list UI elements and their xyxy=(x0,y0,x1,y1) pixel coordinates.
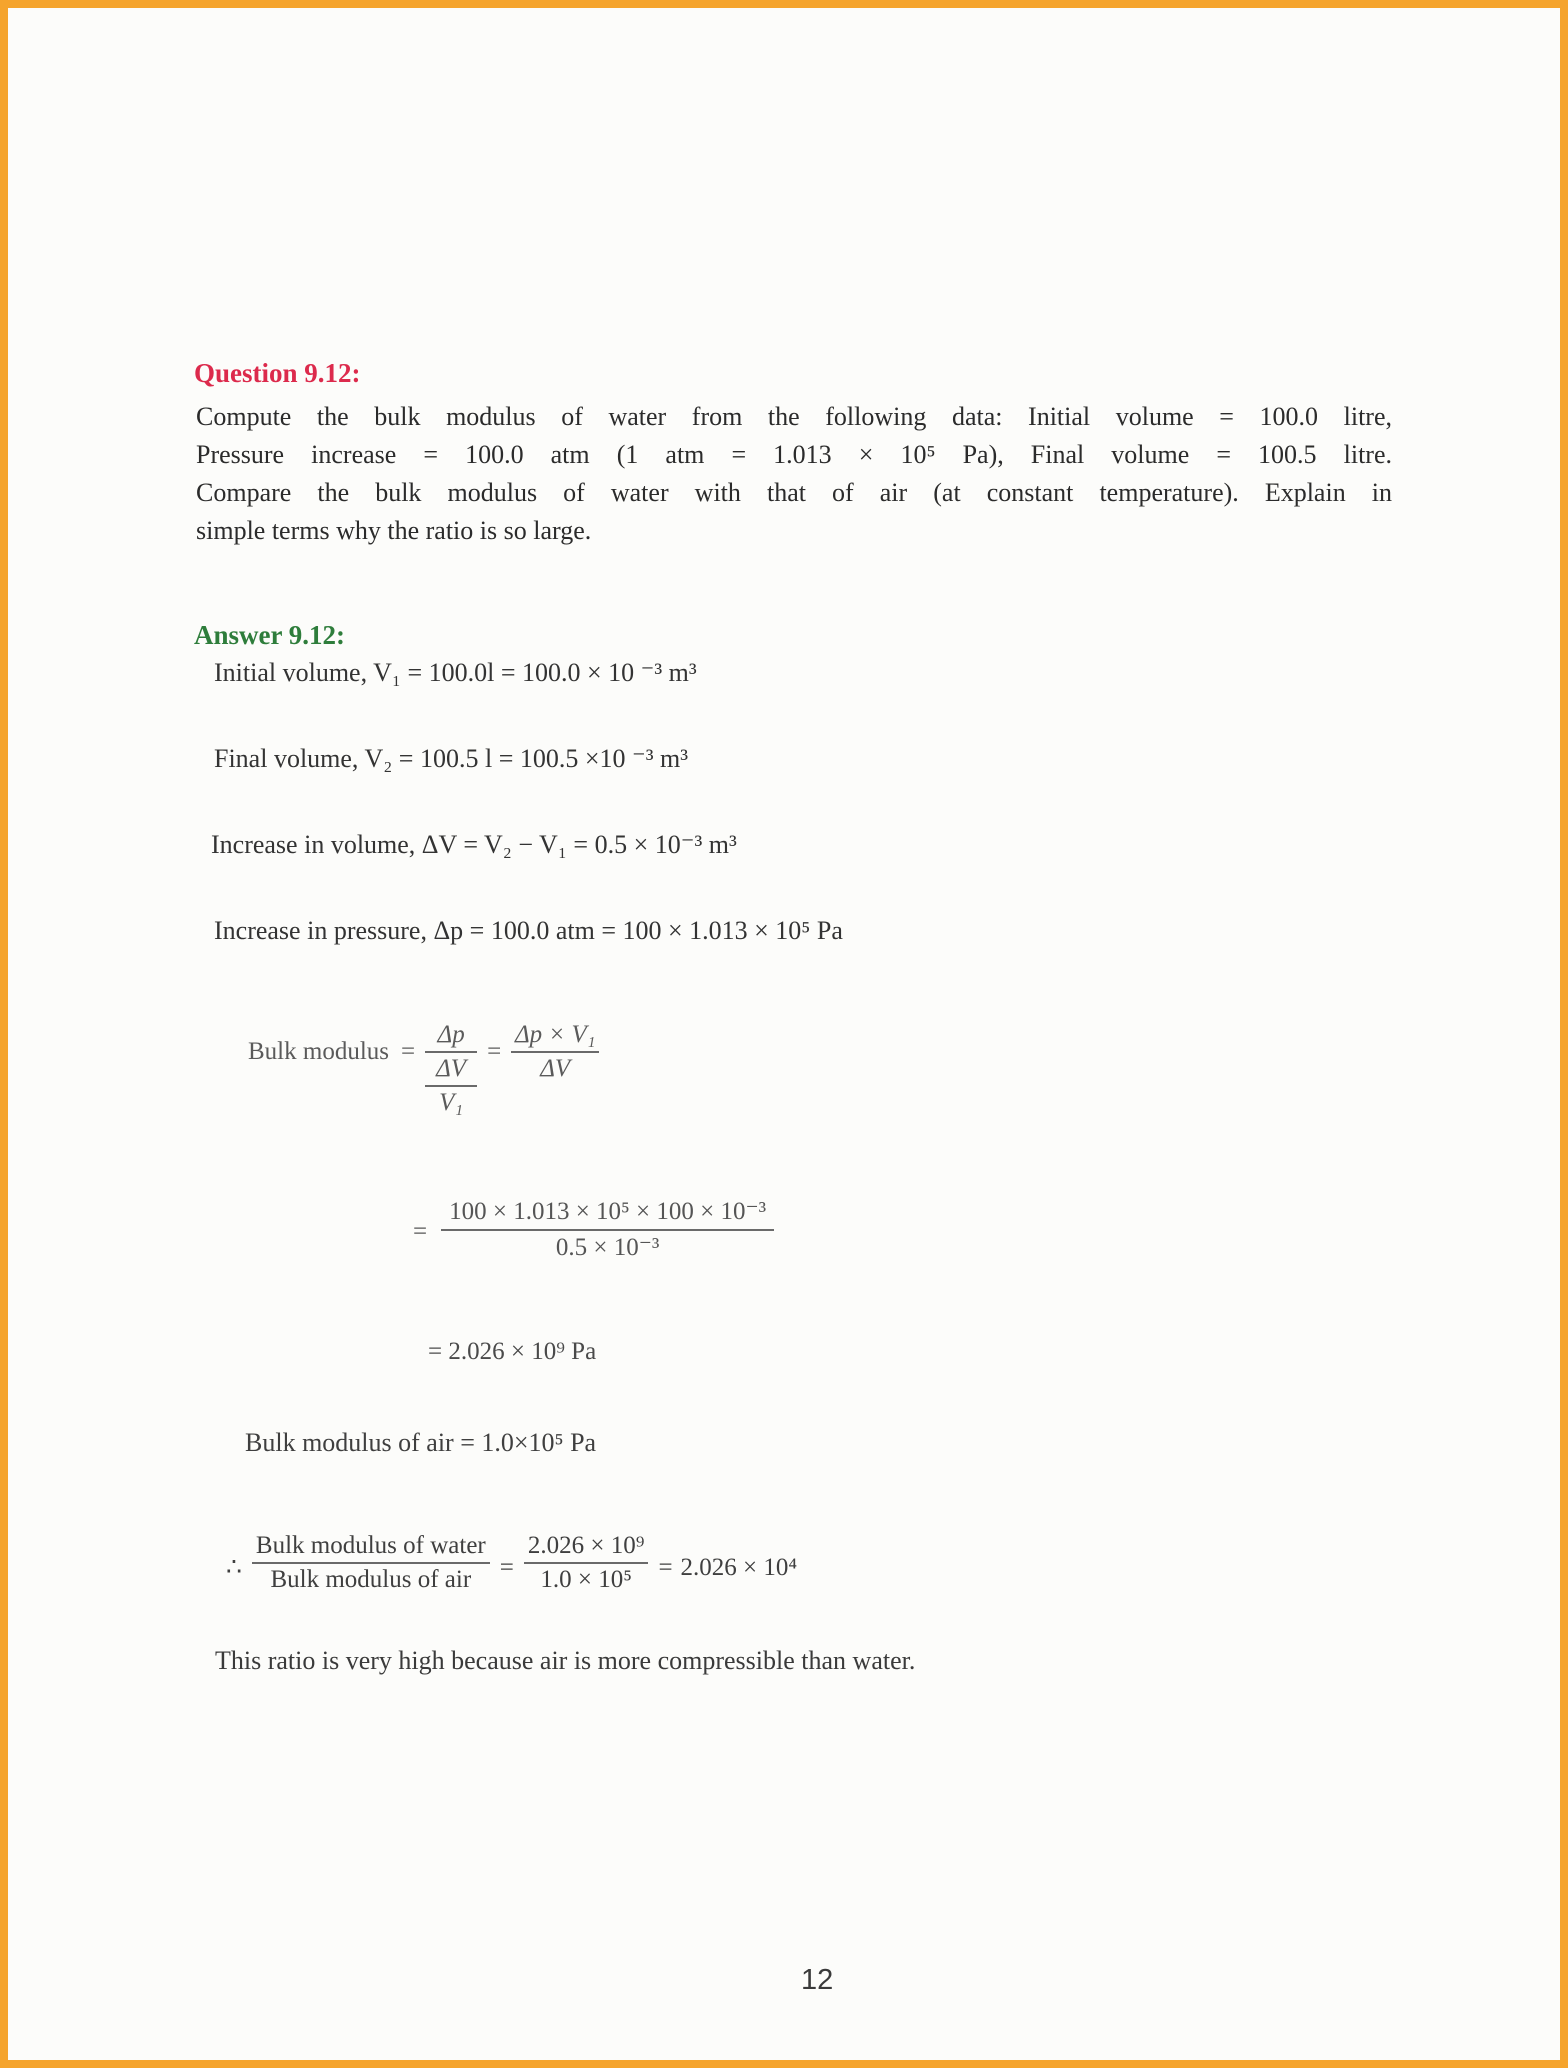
formula-label: Bulk modulus xyxy=(248,1038,389,1065)
ratio-equation xyxy=(226,1531,797,1595)
fraction-numerator: Δp × V₁ xyxy=(514,1021,596,1048)
fraction xyxy=(511,1020,599,1084)
page-number: 12 xyxy=(801,1964,834,1996)
calculation-fraction xyxy=(413,1196,774,1264)
fraction-denominator: ΔV xyxy=(540,1055,571,1082)
air-bulk-modulus-line: Bulk modulus of air = 1.0×10⁵ Pa xyxy=(245,1428,597,1457)
therefore-symbol: ∴ xyxy=(226,1554,242,1581)
volume-increase-line: Increase in volume, ΔV = V₂ − V₁ = 0.5 × 10⁻³ m³ xyxy=(211,830,737,859)
equals-sign: = xyxy=(658,1554,673,1581)
question-line: Compare the bulk modulus of water with that of air (at constant temperature). Explain in xyxy=(196,478,1392,507)
question-line: Pressure increase = 100.0 atm (1 atm = 1.013 × 10⁵ Pa), Final volume = 100.5 litre. xyxy=(196,440,1392,469)
answer-heading: Answer 9.12: xyxy=(194,620,345,650)
ratio-result: 2.026 × 10⁴ xyxy=(680,1554,798,1581)
fraction-numerator: Δp xyxy=(437,1021,465,1048)
fraction-bar xyxy=(252,1562,490,1564)
fraction-numerator: 2.026 × 10⁹ xyxy=(527,1532,645,1559)
equals-sign: = xyxy=(401,1038,416,1065)
question-paragraph xyxy=(196,398,1392,550)
fraction-denominator: V₁ xyxy=(439,1089,464,1116)
fraction-bar xyxy=(425,1085,477,1087)
question-line: Compute the bulk modulus of water from the following data: Initial volume = 100.0 litre, xyxy=(196,402,1392,431)
bulk-modulus-formula xyxy=(248,1020,599,1118)
equals-sign: = xyxy=(487,1038,502,1065)
pressure-increase-line: Increase in pressure, Δp = 100.0 atm = 100 × 1.013 × 10⁵ Pa xyxy=(214,916,843,945)
fraction-numerator: Bulk modulus of water xyxy=(255,1532,486,1559)
bulk-modulus-result: = 2.026 × 10⁹ Pa xyxy=(428,1338,597,1365)
fraction-denominator: 0.5 × 10⁻³ xyxy=(555,1234,660,1261)
question-heading: Question 9.12: xyxy=(194,358,361,388)
fraction-bar xyxy=(524,1562,649,1564)
equals-sign: = xyxy=(413,1218,428,1245)
initial-volume-line: Initial volume, V₁ = 100.0l = 100.0 × 10 ⁻³ m³ xyxy=(214,658,697,687)
fraction xyxy=(441,1196,774,1264)
fraction-middle: ΔV xyxy=(436,1055,467,1082)
fraction-denominator: Bulk modulus of air xyxy=(270,1566,472,1593)
conclusion-line: This ratio is very high because air is more compressible than water. xyxy=(215,1646,916,1675)
fraction-denominator: 1.0 × 10⁵ xyxy=(540,1566,632,1593)
fraction-bar xyxy=(511,1051,599,1053)
ratio-value-fraction xyxy=(524,1531,649,1595)
ratio-label-fraction xyxy=(252,1531,490,1595)
fraction-numerator: 100 × 1.013 × 10⁵ × 100 × 10⁻³ xyxy=(449,1198,767,1225)
equals-sign: = xyxy=(499,1554,514,1581)
fraction-bar xyxy=(441,1229,774,1231)
question-line: simple terms why the ratio is so large. xyxy=(196,516,592,545)
fraction-bar xyxy=(425,1051,477,1053)
final-volume-line: Final volume, V₂ = 100.5 l = 100.5 ×10 ⁻³ m³ xyxy=(214,744,689,773)
continued-fraction xyxy=(425,1020,477,1118)
